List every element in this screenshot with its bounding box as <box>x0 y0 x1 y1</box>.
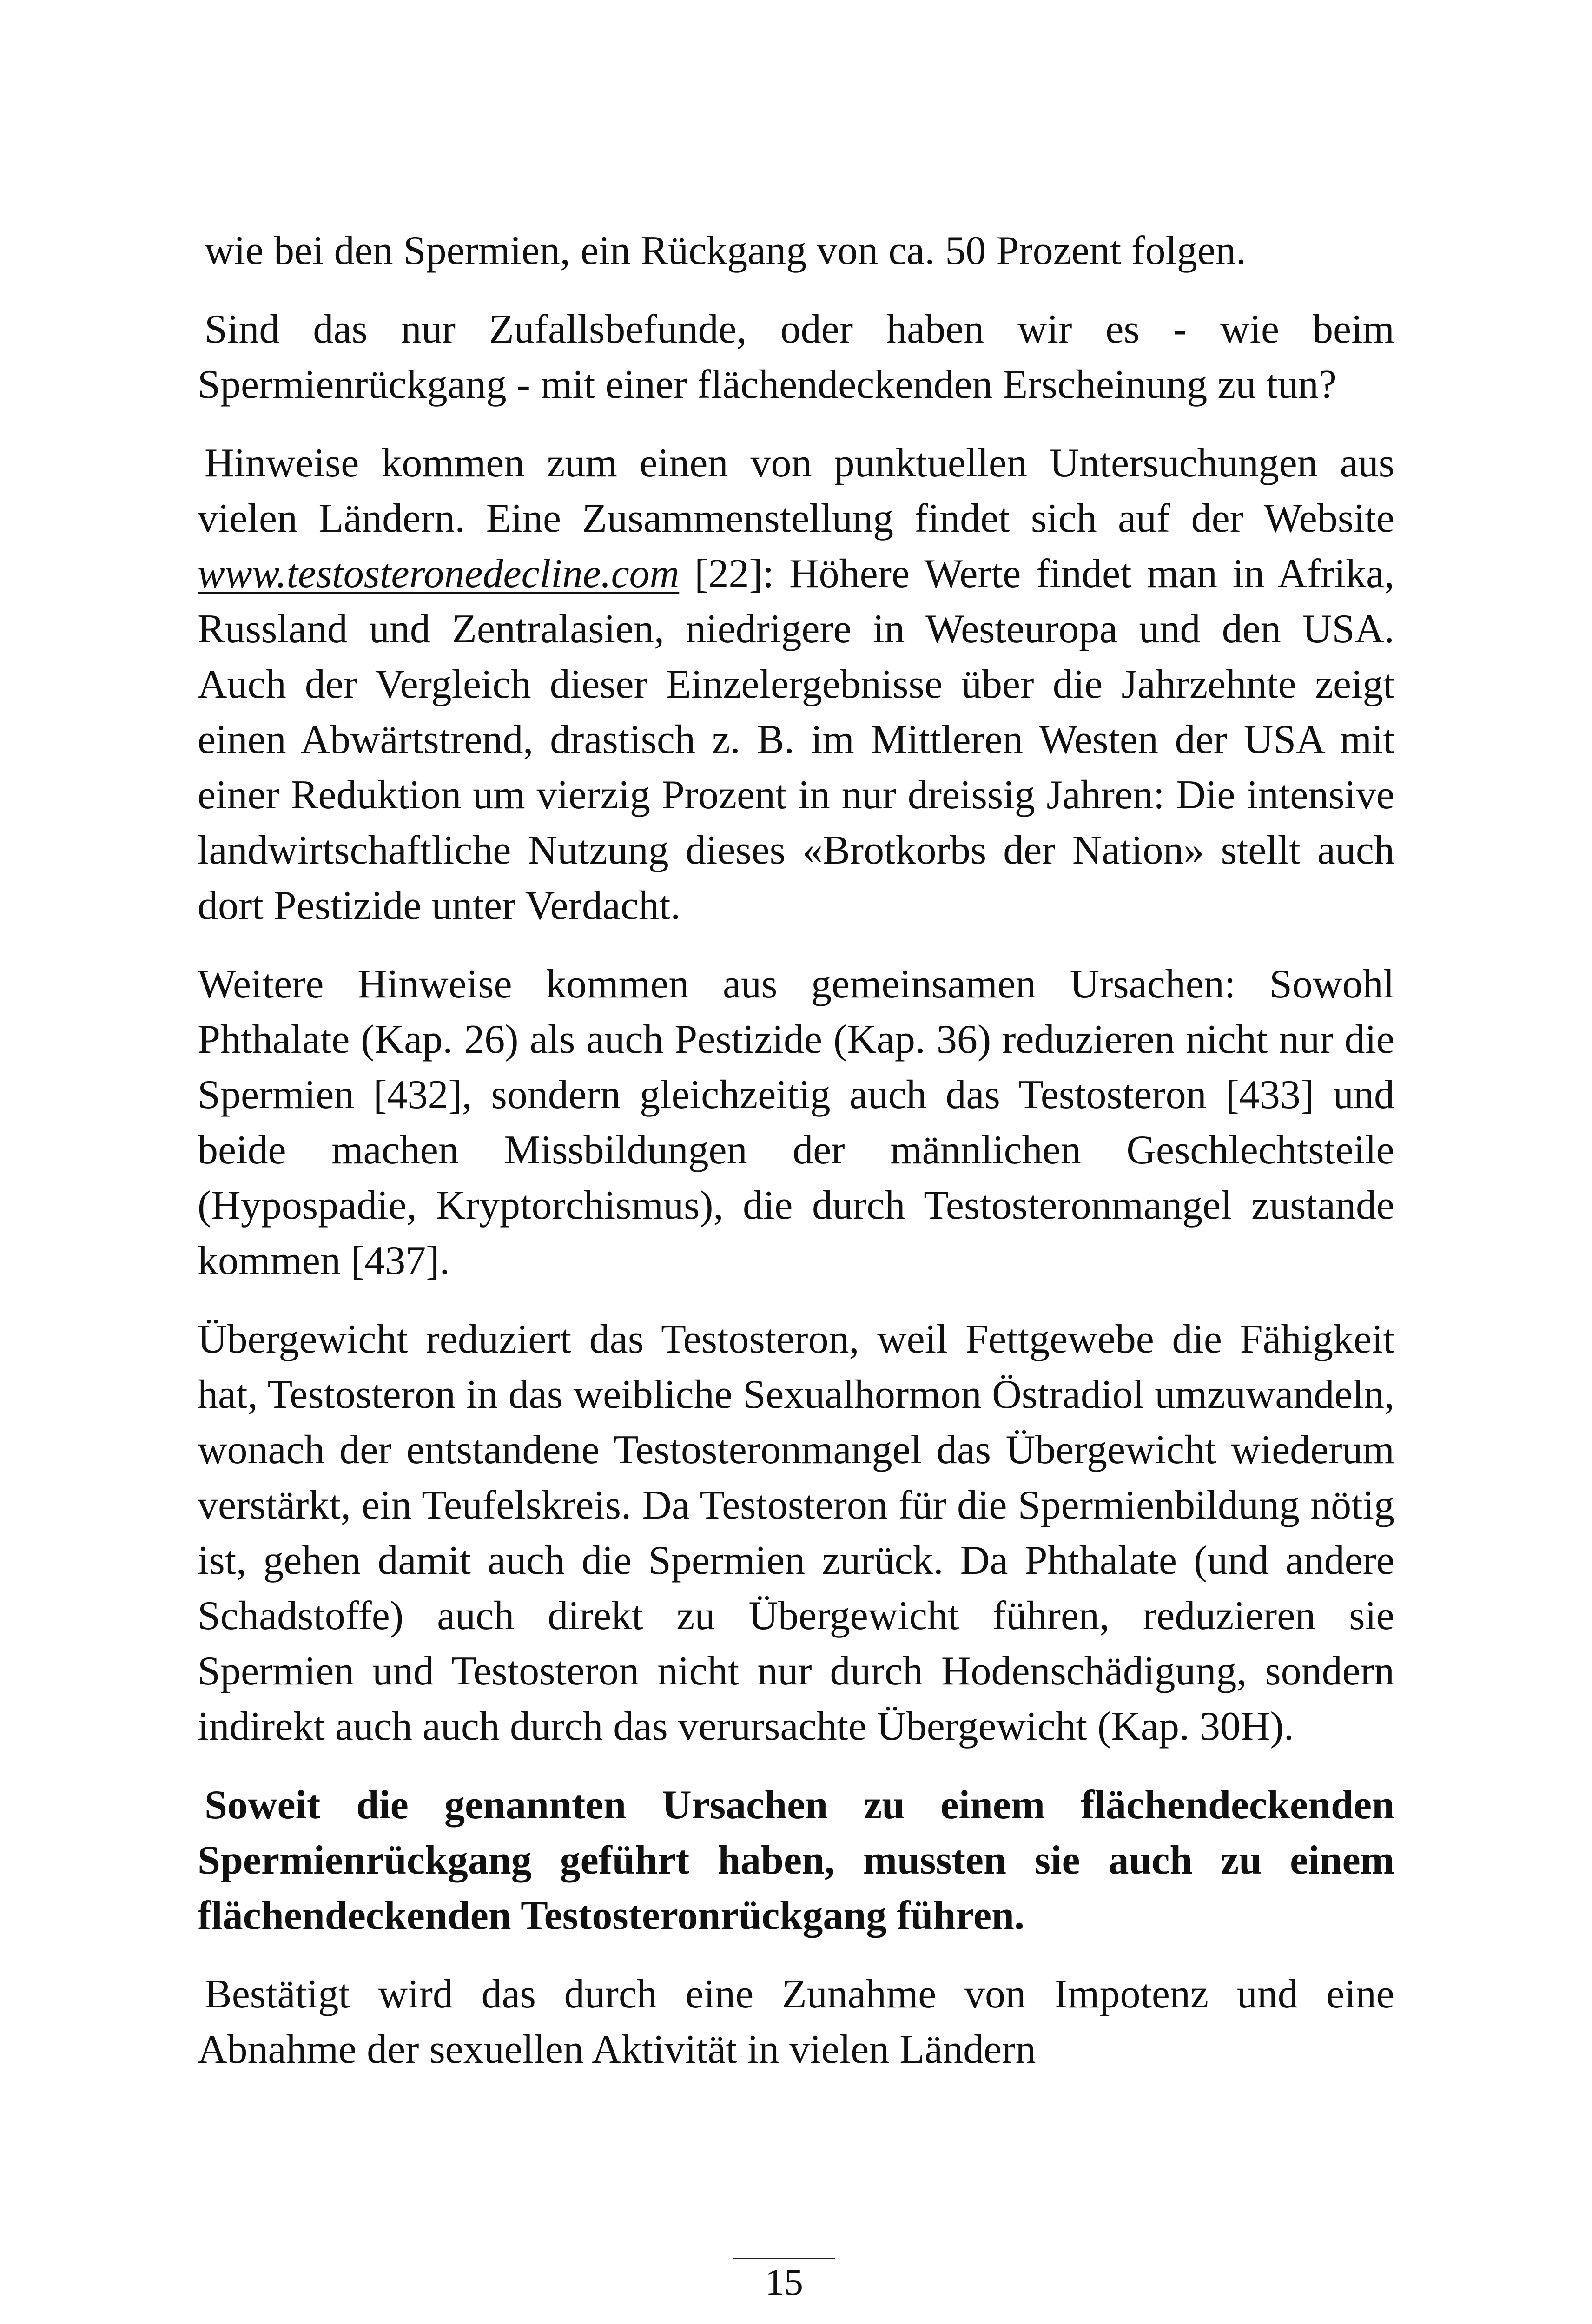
website-link[interactable]: www.testosteronedecline.com <box>198 551 680 596</box>
paragraph-5: Übergewicht reduziert das Testosteron, weil Fettgewebe die Fähigkeit hat, Testosteron in das weibliche Sexualhormon Östradiol umzuwandeln, wonach der entstandene Testosteronmangel das Übergewicht wiederum verstärkt, ein Teufelskreis. Da Testosteron für die Spermienbildung nötig ist, gehen damit auch die Spermien zurück. Da Phthalate (und andere Schadstoffe) auch direkt zu Übergewicht führen, reduzieren sie Spermien und Testosteron nicht nur durch Hodenschädigung, sondern indirekt auch auch durch das verursachte Übergewicht (Kap. 30H). <box>198 1317 1394 1749</box>
paragraph-3 <box>198 436 1394 933</box>
paragraph-2: Sind das nur Zufallsbefunde, oder haben wir es - wie beim Spermienrückgang - mit einer flächendeckenden Erscheinung zu tun? <box>198 307 1394 407</box>
paragraph-3-text-end: [22]: Höhere Werte findet man in Afrika, Russland und Zentralasien, niedrigere in Westeuropa und den USA. Auch der Vergleich dieser Einzelergebnisse über die Jahrzehnte zeigt einen Abwärtstrend, drastisch z. B. im Mittleren Westen der USA mit einer Reduktion um vierzig Prozent in nur dreissig Jahren: Die intensive landwirtschaftliche Nutzung dieses «Brotkorbs der Nation» stellt auch dort Pestizide unter Verdacht. <box>198 551 1394 928</box>
paragraph-3-text-start: Hinweise kommen zum einen von punktuellen Untersuchungen aus vielen Ländern. Eine Zusammenstellung findet sich auf der Website <box>198 441 1394 541</box>
paragraph-1: wie bei den Spermien, ein Rückgang von ca. 50 Prozent folgen. <box>205 228 1246 273</box>
bold-statement: Soweit die genannten Ursachen zu einem flächendeckenden Spermienrückgang geführt haben, mussten sie auch zu einem flächendeckenden Testosteronrückgang führen. <box>198 1783 1394 1938</box>
paragraph-7: Bestätigt wird das durch eine Zunahme von Impotenz und eine Abnahme der sexuellen Aktivität in vielen Ländern <box>198 1972 1394 2072</box>
paragraph-4: Weitere Hinweise kommen aus gemeinsamen Ursachen: Sowohl Phthalate (Kap. 26) als auch Pestizide (Kap. 36) reduzieren nicht nur die Spermien [432], sondern gleichzeitig auch das Testosteron [433] und beide machen Missbildungen der männlichen Geschlechtsteile (Hypospadie, Kryptorchismus), die durch Testosteronmangel zustande kommen [437]. <box>198 962 1394 1283</box>
page-number: 15 <box>765 2261 803 2303</box>
page-body <box>198 223 1394 2100</box>
